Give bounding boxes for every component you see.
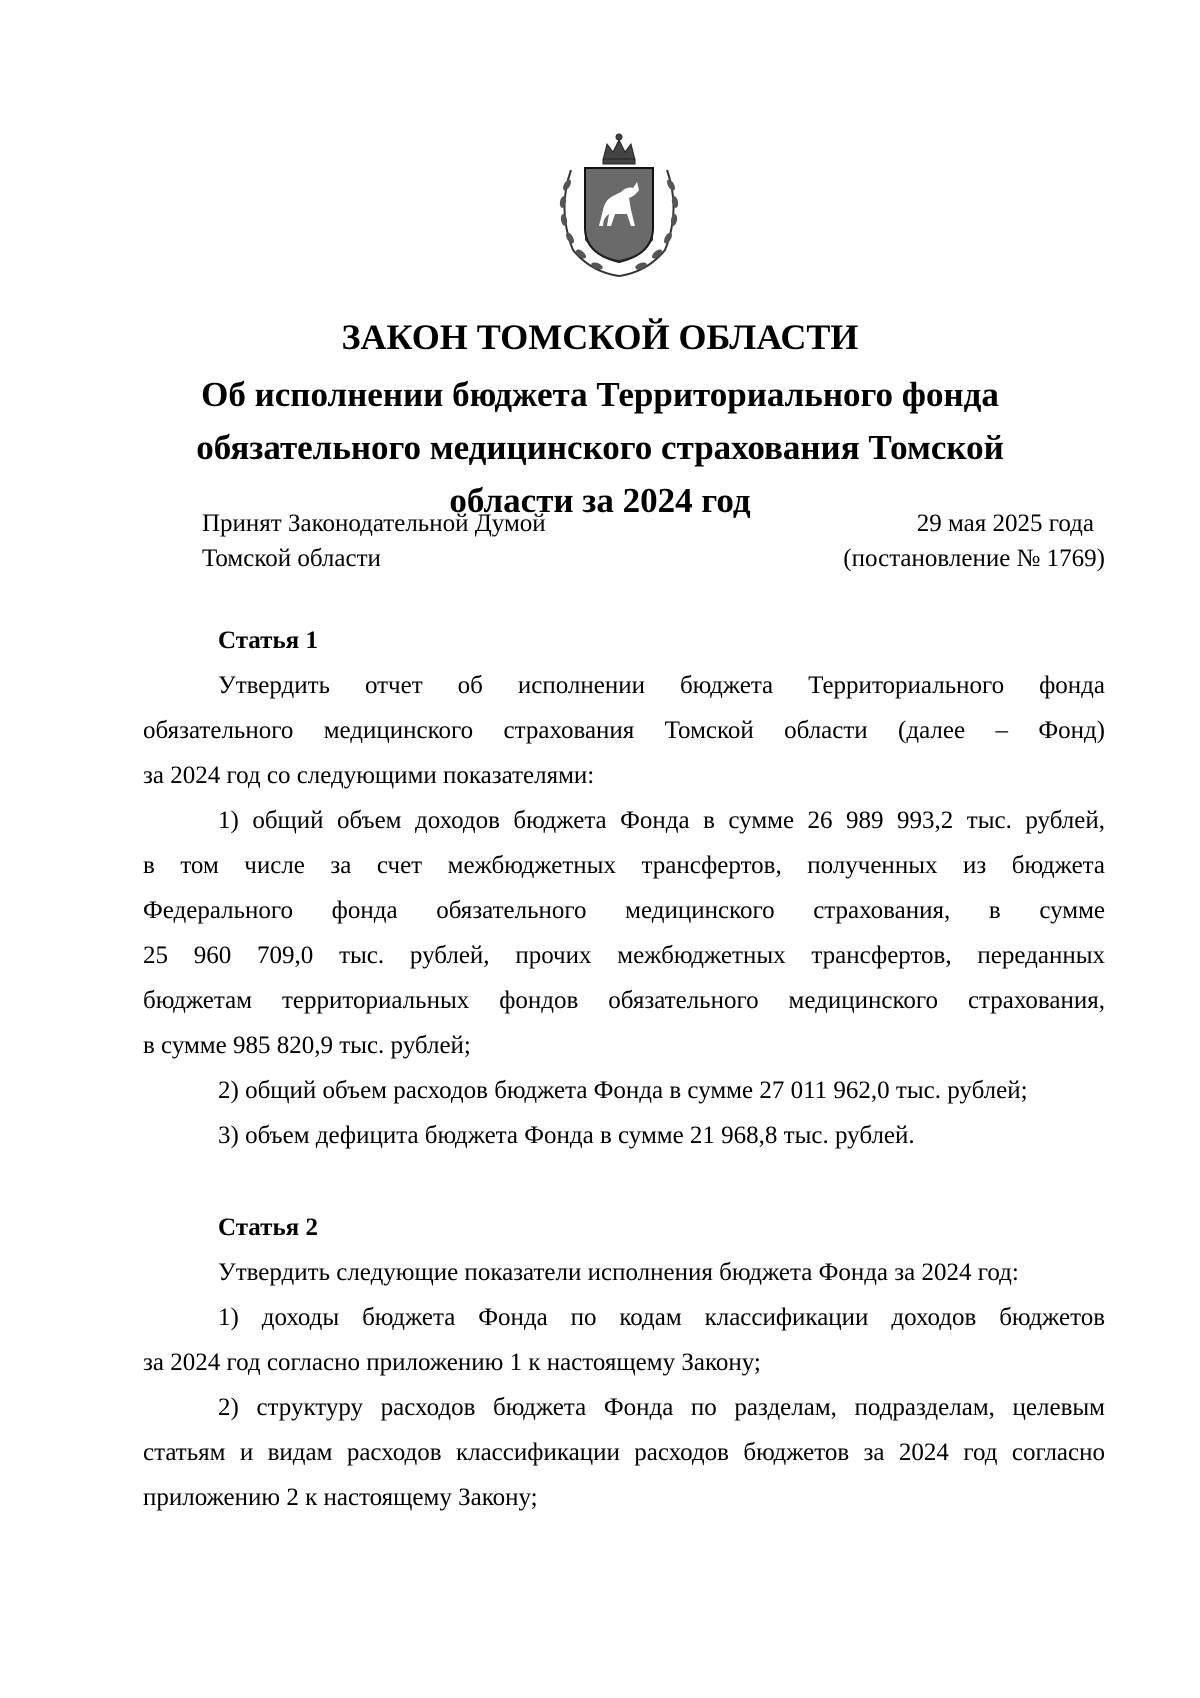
article1-item1-line3: Федерального фонда обязательного медицинского страхования, в сумме (143, 897, 1105, 924)
article1-item1-line1: 1) общий объем доходов бюджета Фонда в сумме 26 989 993,2 тыс. рублей, (218, 807, 1105, 834)
article2-item2-line2: статьям и видам расходов классификации расходов бюджетов за 2024 год согласно (143, 1439, 1105, 1466)
article2-heading: Статья 2 (218, 1214, 318, 1241)
article2-intro: Утвердить следующие показатели исполнения бюджета Фонда за 2024 год: (218, 1259, 1019, 1286)
article1-heading: Статья 1 (218, 627, 318, 654)
coat-of-arms-icon (551, 130, 687, 280)
article1-item2: 2) общий объем расходов бюджета Фонда в сумме 27 011 962,0 тыс. рублей; (218, 1077, 1028, 1104)
article1-item1-line2: в том числе за счет межбюджетных трансфертов, полученных из бюджета (143, 852, 1105, 879)
article1-item1-line4: 25 960 709,0 тыс. рублей, прочих межбюджетных трансфертов, переданных (143, 942, 1105, 969)
article1-item3: 3) объем дефицита бюджета Фонда в сумме 21 968,8 тыс. рублей. (218, 1122, 915, 1149)
law-title: ЗАКОН ТОМСКОЙ ОБЛАСТИ (341, 317, 859, 357)
article2-item2-line3: приложению 2 к настоящему Закону; (143, 1484, 538, 1511)
adoption-date: 29 мая 2025 года (916, 510, 1094, 537)
article2-item1-line1: 1) доходы бюджета Фонда по кодам классификации доходов бюджетов (218, 1304, 1105, 1331)
article1-intro-line2: обязательного медицинского страхования Томской области (далее – Фонд) (143, 717, 1105, 744)
article1-item1-line5: бюджетам территориальных фондов обязательного медицинского страхования, (143, 987, 1105, 1014)
law-subtitle: Об исполнении бюджета Территориального фонда обязательного медицинского страхования Томской области за 2024 год (196, 375, 1004, 520)
article2-item1-line2: за 2024 год согласно приложению 1 к настоящему Закону; (143, 1349, 761, 1376)
article2-item2-line1: 2) структуру расходов бюджета Фонда по разделам, подразделам, целевым (218, 1394, 1105, 1421)
article1-item1-line6: в сумме 985 820,9 тыс. рублей; (143, 1032, 471, 1059)
article1-intro-line1: Утвердить отчет об исполнении бюджета Территориального фонда (218, 672, 1105, 699)
adopted-by-line1: Принят Законодательной Думой (202, 510, 546, 537)
adopted-by-line2: Томской области (202, 545, 381, 572)
resolution-number: (постановление № 1769) (843, 545, 1105, 572)
article1-intro-line3: за 2024 год со следующими показателями: (143, 762, 595, 789)
